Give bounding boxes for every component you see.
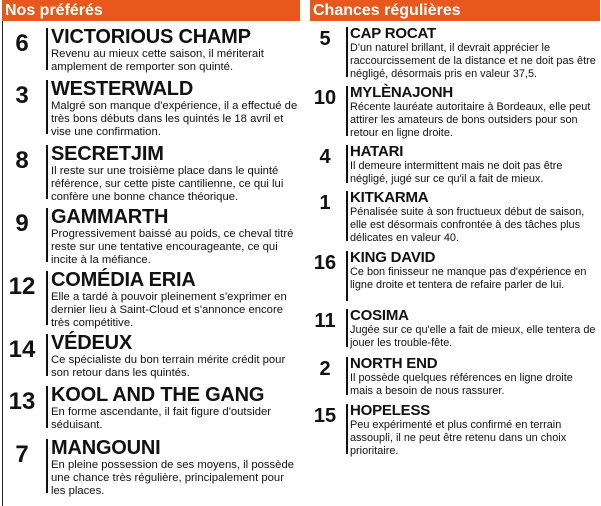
entry-rule	[346, 27, 348, 77]
horse-name: GAMMARTH	[51, 206, 169, 228]
horse-comment: Elle a tardé à pouvoir pleinement s'exprimer en dernier lieu à Saint-Cloud et s'annonce encore très compétitive.	[51, 291, 287, 330]
horse-comment: Pénalisée suite à son fructueux début de saison, elle est désormais confrontée à des tâches plus délicates en valeur 40.	[350, 206, 585, 244]
horse-name: KITKARMA	[350, 189, 429, 206]
horse-number: 1	[319, 192, 331, 214]
horse-comment: D'un naturel brillant, il devrait apprécier le raccourcissement de la distance et ne doit pas être négligé, désormais pris en valeur 37,5.	[350, 42, 596, 80]
entry-rule	[46, 271, 48, 325]
horse-comment: Récente lauréate autoritaire à Bordeaux, elle peut attirer les amateurs de bons outsiders pour son retour en ligne droite.	[350, 101, 591, 139]
horse-number: 9	[15, 210, 29, 237]
horse-number: 2	[319, 358, 331, 380]
entry-rule	[346, 191, 348, 241]
horse-comment: Ce spécialiste du bon terrain mérite crédit pour son retour dans les quintés.	[51, 354, 286, 380]
horse-number: 10	[313, 87, 337, 109]
horse-number: 12	[8, 273, 36, 300]
horse-name: HOPELESS	[350, 402, 431, 419]
entry-rule	[46, 386, 48, 428]
horse-comment: En pleine possession de ses moyens, il possède une chance très régulière, principalement pour les places.	[51, 459, 295, 498]
horse-name: CAP ROCAT	[350, 25, 436, 42]
horse-comment: Jugée sur ce qu'elle a fait de mieux, elle tentera de jouer les trouble-fête.	[350, 324, 596, 349]
horse-comment: En forme ascendante, il fait figure d'outsider séduisant.	[51, 406, 272, 432]
horse-number: 7	[15, 441, 29, 468]
entry-rule	[346, 404, 348, 454]
entry-rule	[46, 439, 48, 493]
horse-name: HATARI	[350, 143, 404, 160]
horse-name: NORTH END	[350, 355, 438, 372]
horse-number: 8	[15, 147, 29, 174]
horse-name: KING DAVID	[350, 249, 436, 266]
entry-rule	[346, 86, 348, 136]
horse-comment: Progressivement baissé au poids, ce cheval titré reste sur une tentative encourageante, ce qui incite à la méfiance.	[51, 228, 294, 267]
entry-rule	[346, 145, 348, 183]
entry-rule	[46, 334, 48, 376]
entry-rule	[346, 251, 348, 301]
horse-name: MANGOUNI	[51, 437, 161, 459]
horse-name: COMÉDIA ERIA	[51, 269, 196, 291]
horse-comment: Il possède quelques références en ligne droite mais a besoin de nous rassurer.	[350, 372, 573, 397]
horse-number: 11	[314, 310, 336, 332]
horse-comment: Il demeure intermittent mais ne doit pas être négligé, jugé sur ce qu'il a fait de mieux.	[350, 160, 563, 185]
entry-rule	[46, 208, 48, 262]
horse-number: 4	[319, 146, 331, 168]
horse-name: VÉDEUX	[51, 332, 133, 354]
entry-rule	[346, 309, 348, 347]
section-header-favorites: Nos préférés	[2, 0, 300, 21]
horse-number: 15	[313, 405, 337, 427]
entry-rule	[46, 145, 48, 199]
horse-name: MYLÈNAJONH	[350, 84, 454, 101]
horse-name: KOOL AND THE GANG	[51, 384, 265, 406]
horse-name: VICTORIOUS CHAMP	[51, 26, 251, 48]
horse-number: 14	[8, 336, 36, 363]
horse-comment: Peu expérimenté et plus confirmé en terrain assoupli, il ne peut être retenu dans un choix prioritaire.	[350, 419, 567, 457]
horse-name: SECRETJIM	[51, 143, 164, 165]
horse-name: COSIMA	[350, 307, 409, 324]
section-header-regular-chances: Chances régulières	[310, 0, 600, 21]
horse-number: 5	[319, 28, 331, 50]
horse-comment: Revenu au mieux cette saison, il mériterait amplement de remporter son quinté.	[51, 48, 264, 74]
horse-number: 13	[8, 388, 36, 415]
horse-number: 16	[313, 252, 337, 274]
horse-comment: Il reste sur une troisième place dans le quinté référence, sur cette piste cantilienne, ce qui lui confère une bonne chance théorique.	[51, 165, 284, 204]
entry-rule	[346, 357, 348, 395]
horse-comment: Ce bon finisseur ne manque pas d'expérience en ligne droite et tentera de refaire parler de lui.	[350, 266, 587, 291]
entry-rule	[46, 80, 48, 134]
horse-comment: Malgré son manque d'expérience, il a effectué de très bons débuts dans les quintés le 18 avril et vise une confirmation.	[51, 100, 298, 139]
horse-name: WESTERWALD	[51, 78, 194, 100]
horse-number: 6	[15, 30, 29, 57]
entry-rule	[46, 28, 48, 70]
horse-number: 3	[15, 82, 29, 109]
